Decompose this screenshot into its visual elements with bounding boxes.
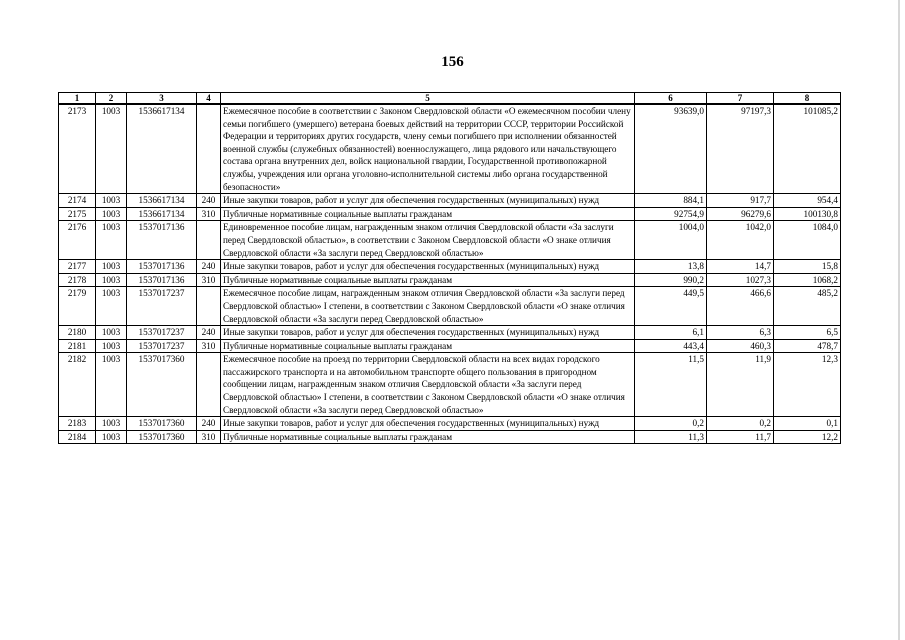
section-code-cell: 1003 [96, 326, 127, 340]
table-row [59, 273, 841, 287]
section-code-cell: 1003 [96, 104, 127, 194]
amount-cell-col7: 460,3 [707, 339, 774, 353]
expense-type-cell [197, 287, 221, 326]
amount-cell-col6: 11,3 [635, 430, 707, 444]
row-number-cell: 2175 [59, 207, 96, 221]
description-cell: Публичные нормативные социальные выплаты гражданам [221, 273, 635, 287]
row-number-cell: 2179 [59, 287, 96, 326]
description-cell: Публичные нормативные социальные выплаты гражданам [221, 430, 635, 444]
amount-cell-col6: 6,1 [635, 326, 707, 340]
amount-cell-col7: 1042,0 [707, 221, 774, 260]
target-code-cell: 1536617134 [127, 194, 197, 208]
row-number-cell: 2174 [59, 194, 96, 208]
section-code-cell: 1003 [96, 194, 127, 208]
amount-cell-col7: 11,7 [707, 430, 774, 444]
table-body [59, 104, 841, 444]
amount-cell-col6: 13,8 [635, 260, 707, 274]
target-code-cell: 1537017360 [127, 430, 197, 444]
page-edge-shadow [898, 0, 900, 640]
col-header-1: 1 [59, 93, 96, 105]
description-cell: Публичные нормативные социальные выплаты гражданам [221, 207, 635, 221]
amount-cell-col6: 990,2 [635, 273, 707, 287]
amount-cell-col6: 1004,0 [635, 221, 707, 260]
table-row [59, 260, 841, 274]
target-code-cell: 1536617134 [127, 104, 197, 194]
amount-cell-col8: 12,2 [774, 430, 841, 444]
target-code-cell: 1536617134 [127, 207, 197, 221]
row-number-cell: 2183 [59, 417, 96, 431]
col-header-5: 5 [221, 93, 635, 105]
amount-cell-col8: 1084,0 [774, 221, 841, 260]
table-row [59, 194, 841, 208]
expense-type-cell: 240 [197, 326, 221, 340]
section-code-cell: 1003 [96, 339, 127, 353]
table-row [59, 417, 841, 431]
expense-type-cell: 310 [197, 339, 221, 353]
expense-type-cell: 240 [197, 194, 221, 208]
section-code-cell: 1003 [96, 260, 127, 274]
amount-cell-col7: 97197,3 [707, 104, 774, 194]
row-number-cell: 2178 [59, 273, 96, 287]
amount-cell-col6: 11,5 [635, 353, 707, 417]
amount-cell-col8: 15,8 [774, 260, 841, 274]
table-row [59, 287, 841, 326]
expense-type-cell: 240 [197, 260, 221, 274]
amount-cell-col8: 100130,8 [774, 207, 841, 221]
col-header-7: 7 [707, 93, 774, 105]
row-number-cell: 2184 [59, 430, 96, 444]
section-code-cell: 1003 [96, 353, 127, 417]
expense-type-cell [197, 104, 221, 194]
amount-cell-col7: 96279,6 [707, 207, 774, 221]
target-code-cell: 1537017360 [127, 417, 197, 431]
amount-cell-col7: 11,9 [707, 353, 774, 417]
section-code-cell: 1003 [96, 417, 127, 431]
description-cell: Ежемесячное пособие в соответствии с Законом Свердловской области «О ежемесячном пособии члену семьи погибшего (умершего) ветерана боевых действий на территории СССР, территории Российской Федерации и территориях других государств, члену семьи погибшего при исполнении обязанностей военной службы (служебных обязанностей) военнослужащего, лица рядового или начальствующего состава органа внутренних дел, войск национальной гвардии, Государственной противопожарной службы, учреждения или органа уголовно-исполнительной системы либо органа государственной безопасности» [221, 104, 635, 194]
amount-cell-col8: 6,5 [774, 326, 841, 340]
description-cell: Ежемесячное пособие на проезд по территории Свердловской области на всех видах городского пассажирского транспорта и на автомобильном транспорте общего пользования в пригородном сообщении лицам, награжденным знаком отличия Свердловской области «За заслуги перед Свердловской областью» I степени, в соответствии с Законом Свердловской области «О знаке отличия Свердловской области «За заслуги перед Свердловской областью» [221, 353, 635, 417]
amount-cell-col7: 917,7 [707, 194, 774, 208]
amount-cell-col6: 92754,9 [635, 207, 707, 221]
amount-cell-col8: 1068,2 [774, 273, 841, 287]
description-cell: Иные закупки товаров, работ и услуг для обеспечения государственных (муниципальных) нужд [221, 194, 635, 208]
target-code-cell: 1537017136 [127, 273, 197, 287]
table-row [59, 353, 841, 417]
row-number-cell: 2182 [59, 353, 96, 417]
col-header-2: 2 [96, 93, 127, 105]
amount-cell-col8: 0,1 [774, 417, 841, 431]
page-number: 156 [441, 54, 464, 70]
amount-cell-col6: 884,1 [635, 194, 707, 208]
amount-cell-col6: 449,5 [635, 287, 707, 326]
col-header-8: 8 [774, 93, 841, 105]
target-code-cell: 1537017136 [127, 221, 197, 260]
target-code-cell: 1537017237 [127, 339, 197, 353]
table-row [59, 430, 841, 444]
section-code-cell: 1003 [96, 287, 127, 326]
expense-type-cell: 240 [197, 417, 221, 431]
target-code-cell: 1537017360 [127, 353, 197, 417]
section-code-cell: 1003 [96, 430, 127, 444]
header-row [59, 93, 841, 105]
target-code-cell: 1537017237 [127, 287, 197, 326]
table-row [59, 207, 841, 221]
amount-cell-col7: 466,6 [707, 287, 774, 326]
description-cell: Единовременное пособие лицам, награжденным знаком отличия Свердловской области «За заслуги перед Свердловской областью», в соответствии с Законом Свердловской области «О знаке отличия Свердловской области «За заслуги перед Свердловской областью» [221, 221, 635, 260]
amount-cell-col8: 485,2 [774, 287, 841, 326]
amount-cell-col6: 0,2 [635, 417, 707, 431]
description-cell: Иные закупки товаров, работ и услуг для обеспечения государственных (муниципальных) нужд [221, 260, 635, 274]
table-row [59, 326, 841, 340]
expense-type-cell: 310 [197, 273, 221, 287]
target-code-cell: 1537017136 [127, 260, 197, 274]
description-cell: Иные закупки товаров, работ и услуг для обеспечения государственных (муниципальных) нужд [221, 326, 635, 340]
budget-table [58, 92, 841, 444]
section-code-cell: 1003 [96, 221, 127, 260]
col-header-3: 3 [127, 93, 197, 105]
section-code-cell: 1003 [96, 273, 127, 287]
col-header-4: 4 [197, 93, 221, 105]
row-number-cell: 2180 [59, 326, 96, 340]
amount-cell-col6: 93639,0 [635, 104, 707, 194]
table-row [59, 104, 841, 194]
col-header-6: 6 [635, 93, 707, 105]
amount-cell-col8: 954,4 [774, 194, 841, 208]
row-number-cell: 2173 [59, 104, 96, 194]
description-cell: Ежемесячное пособие лицам, награжденным знаком отличия Свердловской области «За заслуги перед Свердловской областью» I степени, в соответствии с Законом Свердловской области «О знаке отличия Свердловской области «За заслуги перед Свердловской областью» [221, 287, 635, 326]
table-row [59, 221, 841, 260]
section-code-cell: 1003 [96, 207, 127, 221]
amount-cell-col8: 101085,2 [774, 104, 841, 194]
amount-cell-col8: 478,7 [774, 339, 841, 353]
amount-cell-col7: 0,2 [707, 417, 774, 431]
amount-cell-col6: 443,4 [635, 339, 707, 353]
amount-cell-col7: 14,7 [707, 260, 774, 274]
amount-cell-col7: 1027,3 [707, 273, 774, 287]
expense-type-cell [197, 353, 221, 417]
row-number-cell: 2177 [59, 260, 96, 274]
target-code-cell: 1537017237 [127, 326, 197, 340]
amount-cell-col7: 6,3 [707, 326, 774, 340]
description-cell: Публичные нормативные социальные выплаты гражданам [221, 339, 635, 353]
row-number-cell: 2181 [59, 339, 96, 353]
row-number-cell: 2176 [59, 221, 96, 260]
amount-cell-col8: 12,3 [774, 353, 841, 417]
expense-type-cell [197, 221, 221, 260]
table-row [59, 339, 841, 353]
description-cell: Иные закупки товаров, работ и услуг для обеспечения государственных (муниципальных) нужд [221, 417, 635, 431]
expense-type-cell: 310 [197, 430, 221, 444]
expense-type-cell: 310 [197, 207, 221, 221]
